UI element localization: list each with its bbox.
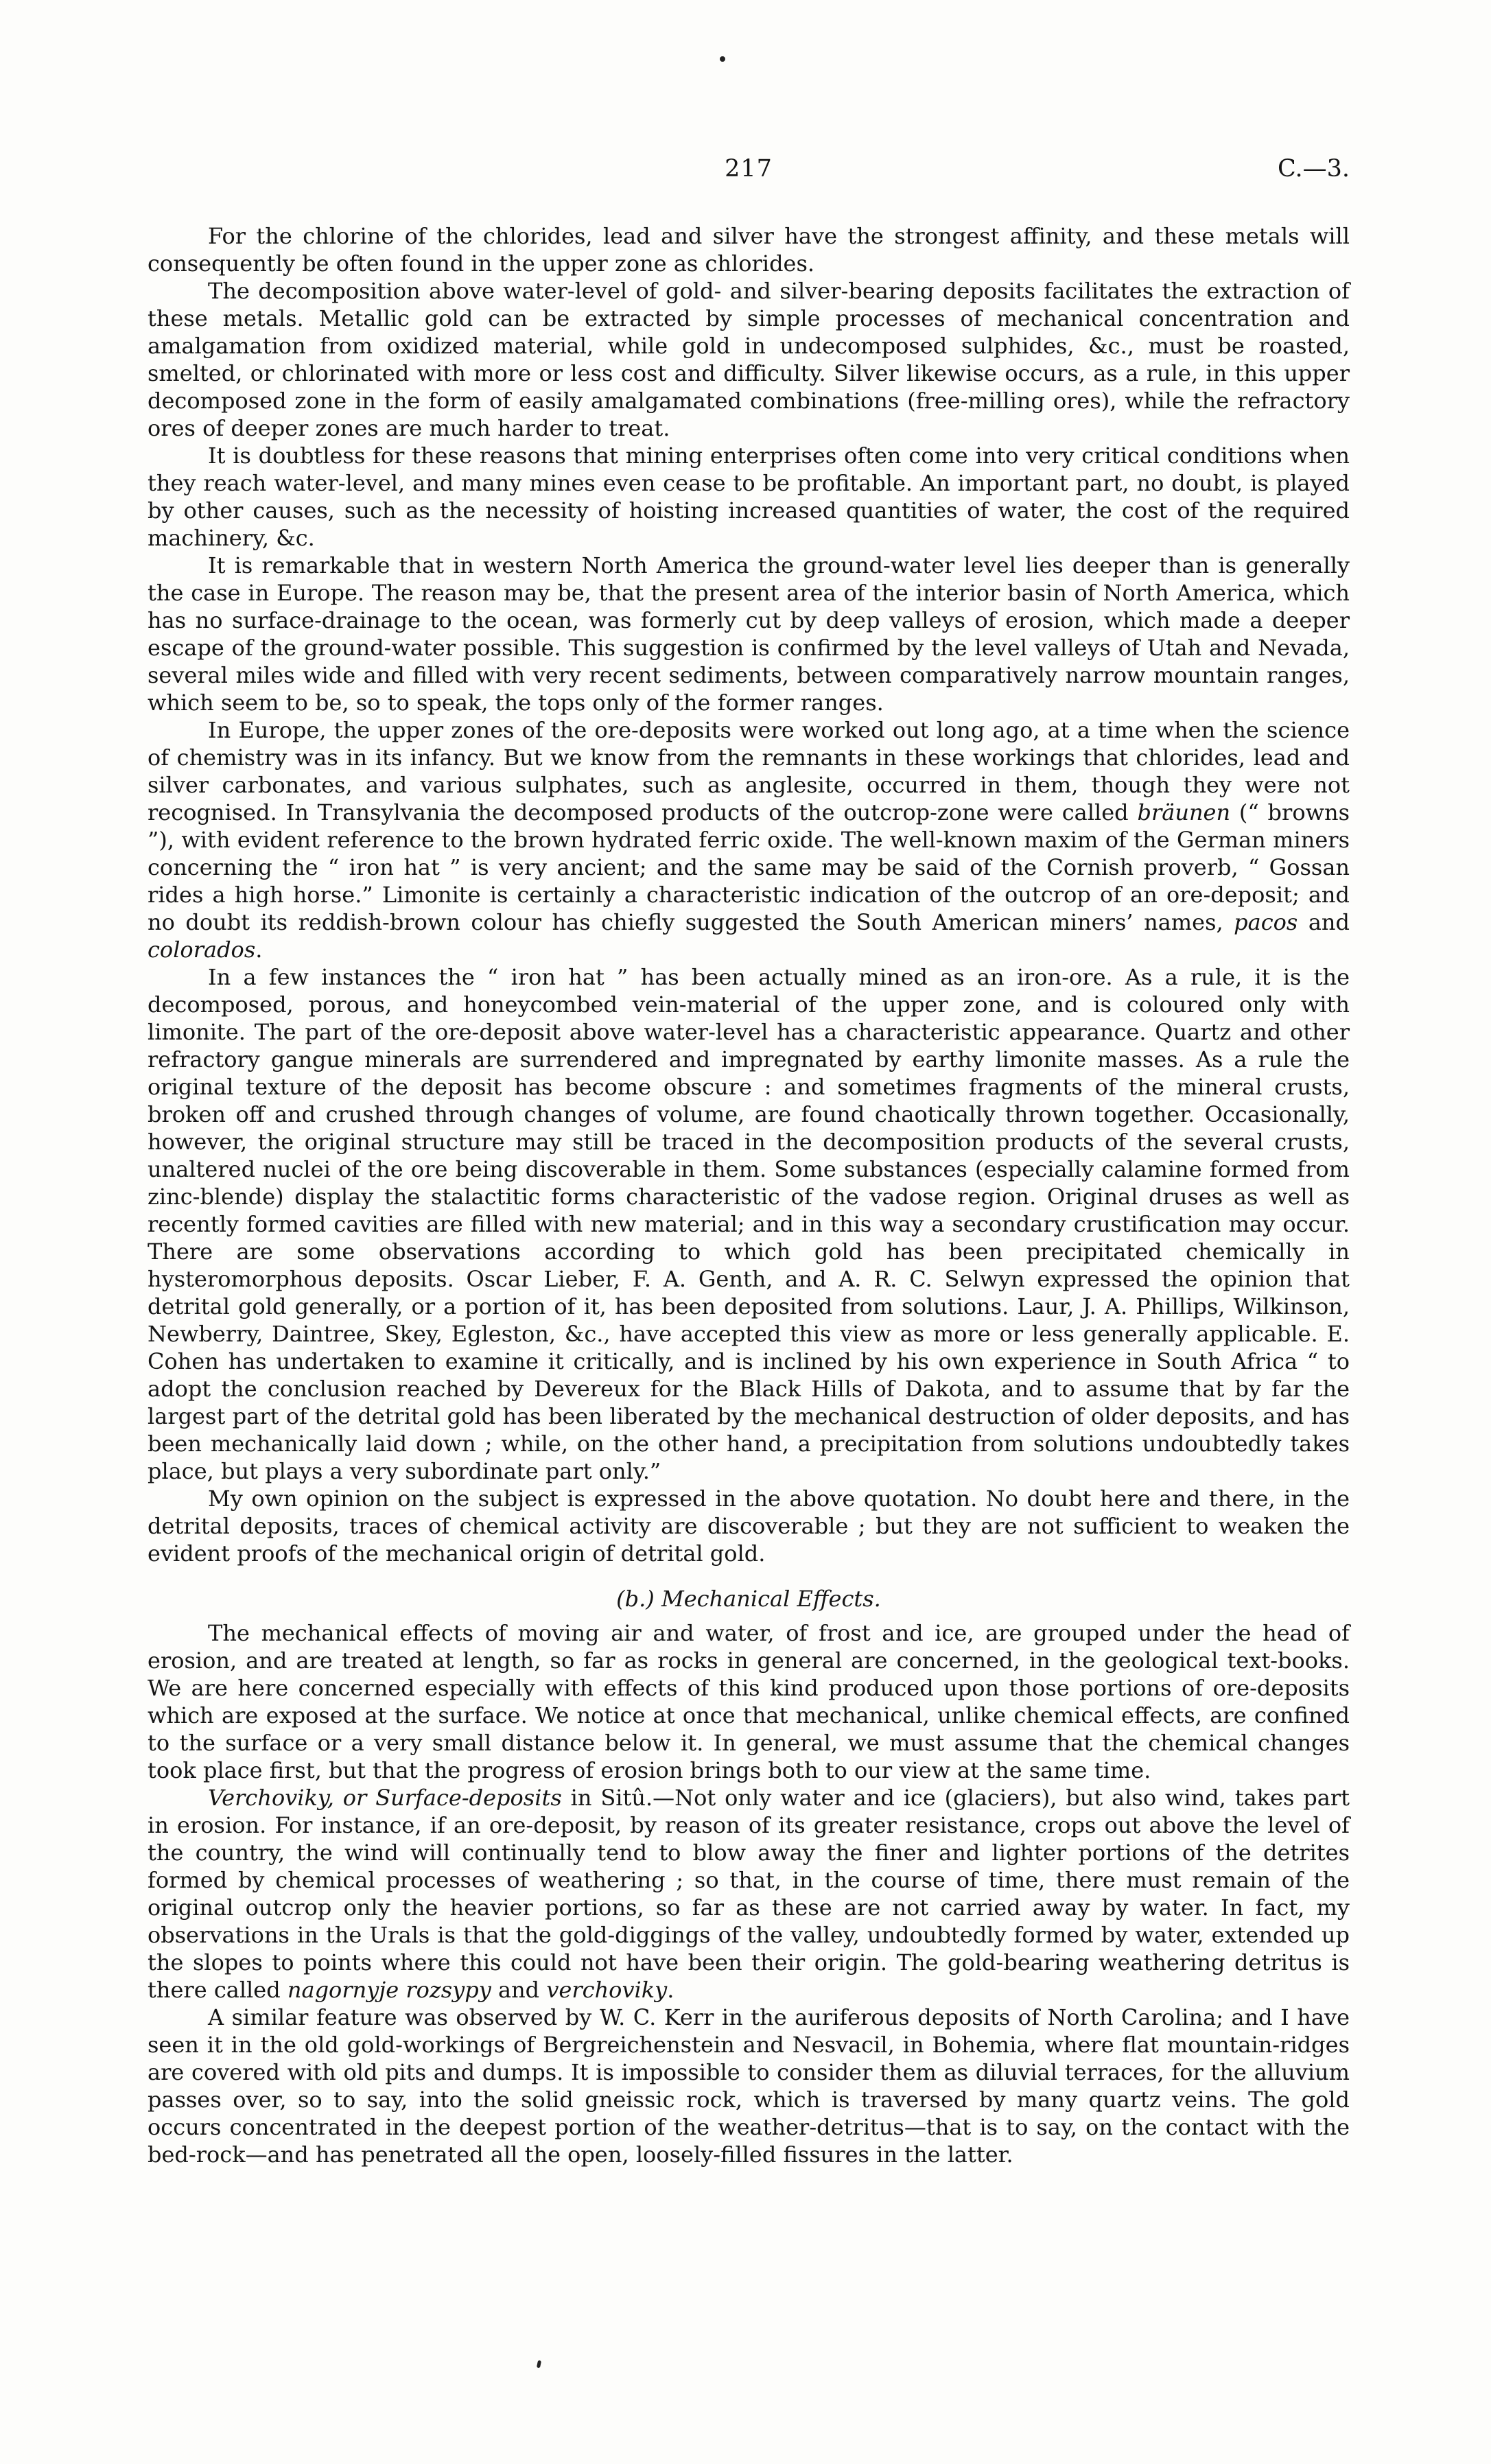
text-run: In Europe, the upper zones of the ore-deposits were worked out long ago, at a time when the science of chemistry was in its infancy. But we know from the remnants in these workings that chlorides, lead and silver carbonates, and various sulphates, such as anglesite, occurred in them, though they were not recognised. In Transylvania the decomposed products of the outcrop-zone were called	[148, 717, 1350, 825]
text-run: A similar feature was observed by W. C. Kerr in the auriferous deposits of North Carolina; and I have seen it in the old gold-workings of Bergreichenstein and Nesvacil, in Bohemia, where flat mountain-ridges are covered with old pits and dumps. It is impossible to consider them as diluvial terraces, for the alluvium passes over, so to say, into the solid gneissic rock, which is traversed by many quartz veins. The gold occurs concentrated in the deepest portion of the weather-detritus—that is to say, on the contact with the bed-rock—and has penetrated all the open, loosely-filled fissures in the latter.	[148, 2004, 1350, 2168]
text-run: The mechanical effects of moving air and water, of frost and ice, are grouped under the head of erosion, and are treated at length, so far as rocks in general are concerned, in the geological text-books. We are here concerned especially with effects of this kind produced upon those portions of ore-deposits which are exposed at the surface. We notice at once that mechanical, unlike chemical effects, are confined to the surface or a very small distance below it. In general, we must assume that the chemical changes took place first, but that the progress of erosion brings both to our view at the same time.	[148, 1620, 1350, 1783]
text-run: In a few instances the “ iron hat ” has been actually mined as an iron-ore. As a rule, it is the decomposed, porous, and honeycombed vein-material of the upper zone, and is coloured only with limonite. The part of the ore-deposit above water-level has a characteristic appearance. Quartz and other refractory gangue minerals are surrendered and impregnated by earthy limonite masses. As a rule the original texture of the deposit has become obscure : and sometimes fragments of the mineral crusts, broken off and crushed through changes of volume, are found chaotically thrown together. Occasionally, however, the original structure may still be traced in the decomposition products of the several crusts, unaltered nuclei of the ore being discoverable in them. Some substances (especially calamine formed from zinc-blende) display the stalactitic forms characteristic of the vadose region. Original druses as well as recently formed cavities are filled with new material; and in this way a secondary crustification may occur. There are some observations according to which gold has been precipitated chemically in hysteromorphous deposits. Oscar Lieber, F. A. Genth, and A. R. C. Selwyn expressed the opinion that detrital gold generally, or a portion of it, has been deposited from solutions. Laur, J. A. Phillips, Wilkinson, Newberry, Daintree, Skey, Egleston, &c., have accepted this view as more or less generally applicable. E. Cohen has undertaken to examine it critically, and is inclined by his own experience in South Africa “ to adopt the conclusion reached by Devereux for the Black Hills of Dakota, and to assume that by far the largest part of the detrital gold has been liberated by the mechanical destruction of older deposits, and has been mechanically laid down ; while, on the other hand, a precipitation from solutions undoubtedly takes place, but plays a very subordinate part only.”	[148, 964, 1350, 1484]
paragraph-own-opinion	[148, 1485, 1350, 1567]
text-run: .	[255, 937, 263, 963]
paragraph-chlorine-affinity	[148, 222, 1350, 277]
paragraph-decomposition-extraction	[148, 277, 1350, 442]
paragraph-europe-upper-zones	[148, 716, 1350, 963]
text-run: For the chlorine of the chlorides, lead and silver have the strongest affinity, and these metals will consequently be often found in the upper zone as chlorides.	[148, 223, 1350, 277]
paragraph-kerr-north-carolina	[148, 2004, 1350, 2168]
italic-term: bräunen	[1137, 799, 1231, 825]
paragraph-verchoviky-surface-deposits	[148, 1784, 1350, 2004]
text-run: .	[667, 1977, 674, 2003]
text-run: in Sitû.—Not only water and ice (glaciers), but also wind, takes part in erosion. For instance, if an ore-deposit, by reason of its greater resistance, crops out above the level of the country, the wind will continually tend to blow away the finer and lighter portions of the detrites formed by chemical processes of weathering ; so that, in the course of time, there must remain of the original outcrop only the heavier portions, so far as these are not carried away by water. In fact, my observations in the Urals is that the gold-diggings of the valley, undoubtedly formed by water, extended up the slopes to points where this could not have been their origin. The gold-bearing weathering detritus is there called	[148, 1785, 1350, 2003]
text-run: and	[1298, 909, 1350, 935]
text-run: The decomposition above water-level of gold- and silver-bearing deposits facilitates the extraction of these metals. Metallic gold can be extracted by simple processes of mechanical concentration and amalgamation from oxidized material, while gold in undecomposed sulphides, &c., must be roasted, smelted, or chlorinated with more or less cost and difficulty. Silver likewise occurs, as a rule, in this upper decomposed zone in the form of easily amalgamated combinations (free-milling ores), while the refractory ores of deeper zones are much harder to treat.	[148, 278, 1350, 441]
text-run: My own opinion on the subject is expressed in the above quotation. No doubt here and there, in the detrital deposits, traces of chemical activity are discoverable ; but they are not sufficient to weaken the evident proofs of the mechanical origin of detrital gold.	[148, 1486, 1350, 1567]
text-run: It is doubtless for these reasons that mining enterprises often come into very critical conditions when they reach water-level, and many mines even cease to be profitable. An important part, no doubt, is played by other causes, such as the necessity of hoisting increased quantities of water, the cost of the required machinery, &c.	[148, 443, 1350, 551]
text-run: (“ browns ”), with evident reference to the brown hydrated ferric oxide. The well-known maxim of the German miners concerning the “ iron hat ” is very ancient; and the same may be said of the Cornish proverb, “ Gossan rides a high horse.” Limonite is certainly a characteristic indication of the outcrop of an ore-deposit; and no doubt its reddish-brown colour has chiefly suggested the South American miners’ names,	[148, 799, 1350, 935]
ink-speck	[537, 2360, 541, 2369]
italic-term: colorados	[148, 937, 256, 963]
text-run: It is remarkable that in western North America the ground-water level lies deeper than is generally the case in Europe. The reason may be, that the present area of the interior basin of North America, which has no surface-drainage to the ocean, was formerly cut by deep valleys of erosion, which made a deeper escape of the ground-water possible. This suggestion is confirmed by the level valleys of Utah and Nevada, several miles wide and filled with very recent sediments, between comparatively narrow mountain ranges, which seem to be, so to speak, the tops only of the former ranges.	[148, 552, 1350, 716]
text-run: and	[491, 1977, 547, 2003]
italic-term: Verchoviky, or Surface-deposits	[208, 1785, 562, 1811]
page-number: 217	[725, 155, 773, 183]
italic-term: pacos	[1234, 909, 1298, 935]
paragraph-iron-hat	[148, 963, 1350, 1485]
paragraph-ground-water-level	[148, 552, 1350, 716]
ink-speck	[720, 56, 725, 62]
paragraph-mining-critical-conditions	[148, 442, 1350, 552]
document-body	[148, 222, 1350, 2168]
italic-term: (b.) Mechanical Effects.	[616, 1586, 881, 1612]
header-section-code: C.—3.	[1277, 155, 1350, 183]
italic-term: verchoviky	[546, 1977, 668, 2003]
section-heading-mechanical-effects	[148, 1585, 1350, 1612]
italic-term: nagornyje rozsypy	[287, 1977, 491, 2003]
paragraph-mechanical-effects-intro	[148, 1619, 1350, 1784]
page-header	[148, 155, 1350, 185]
